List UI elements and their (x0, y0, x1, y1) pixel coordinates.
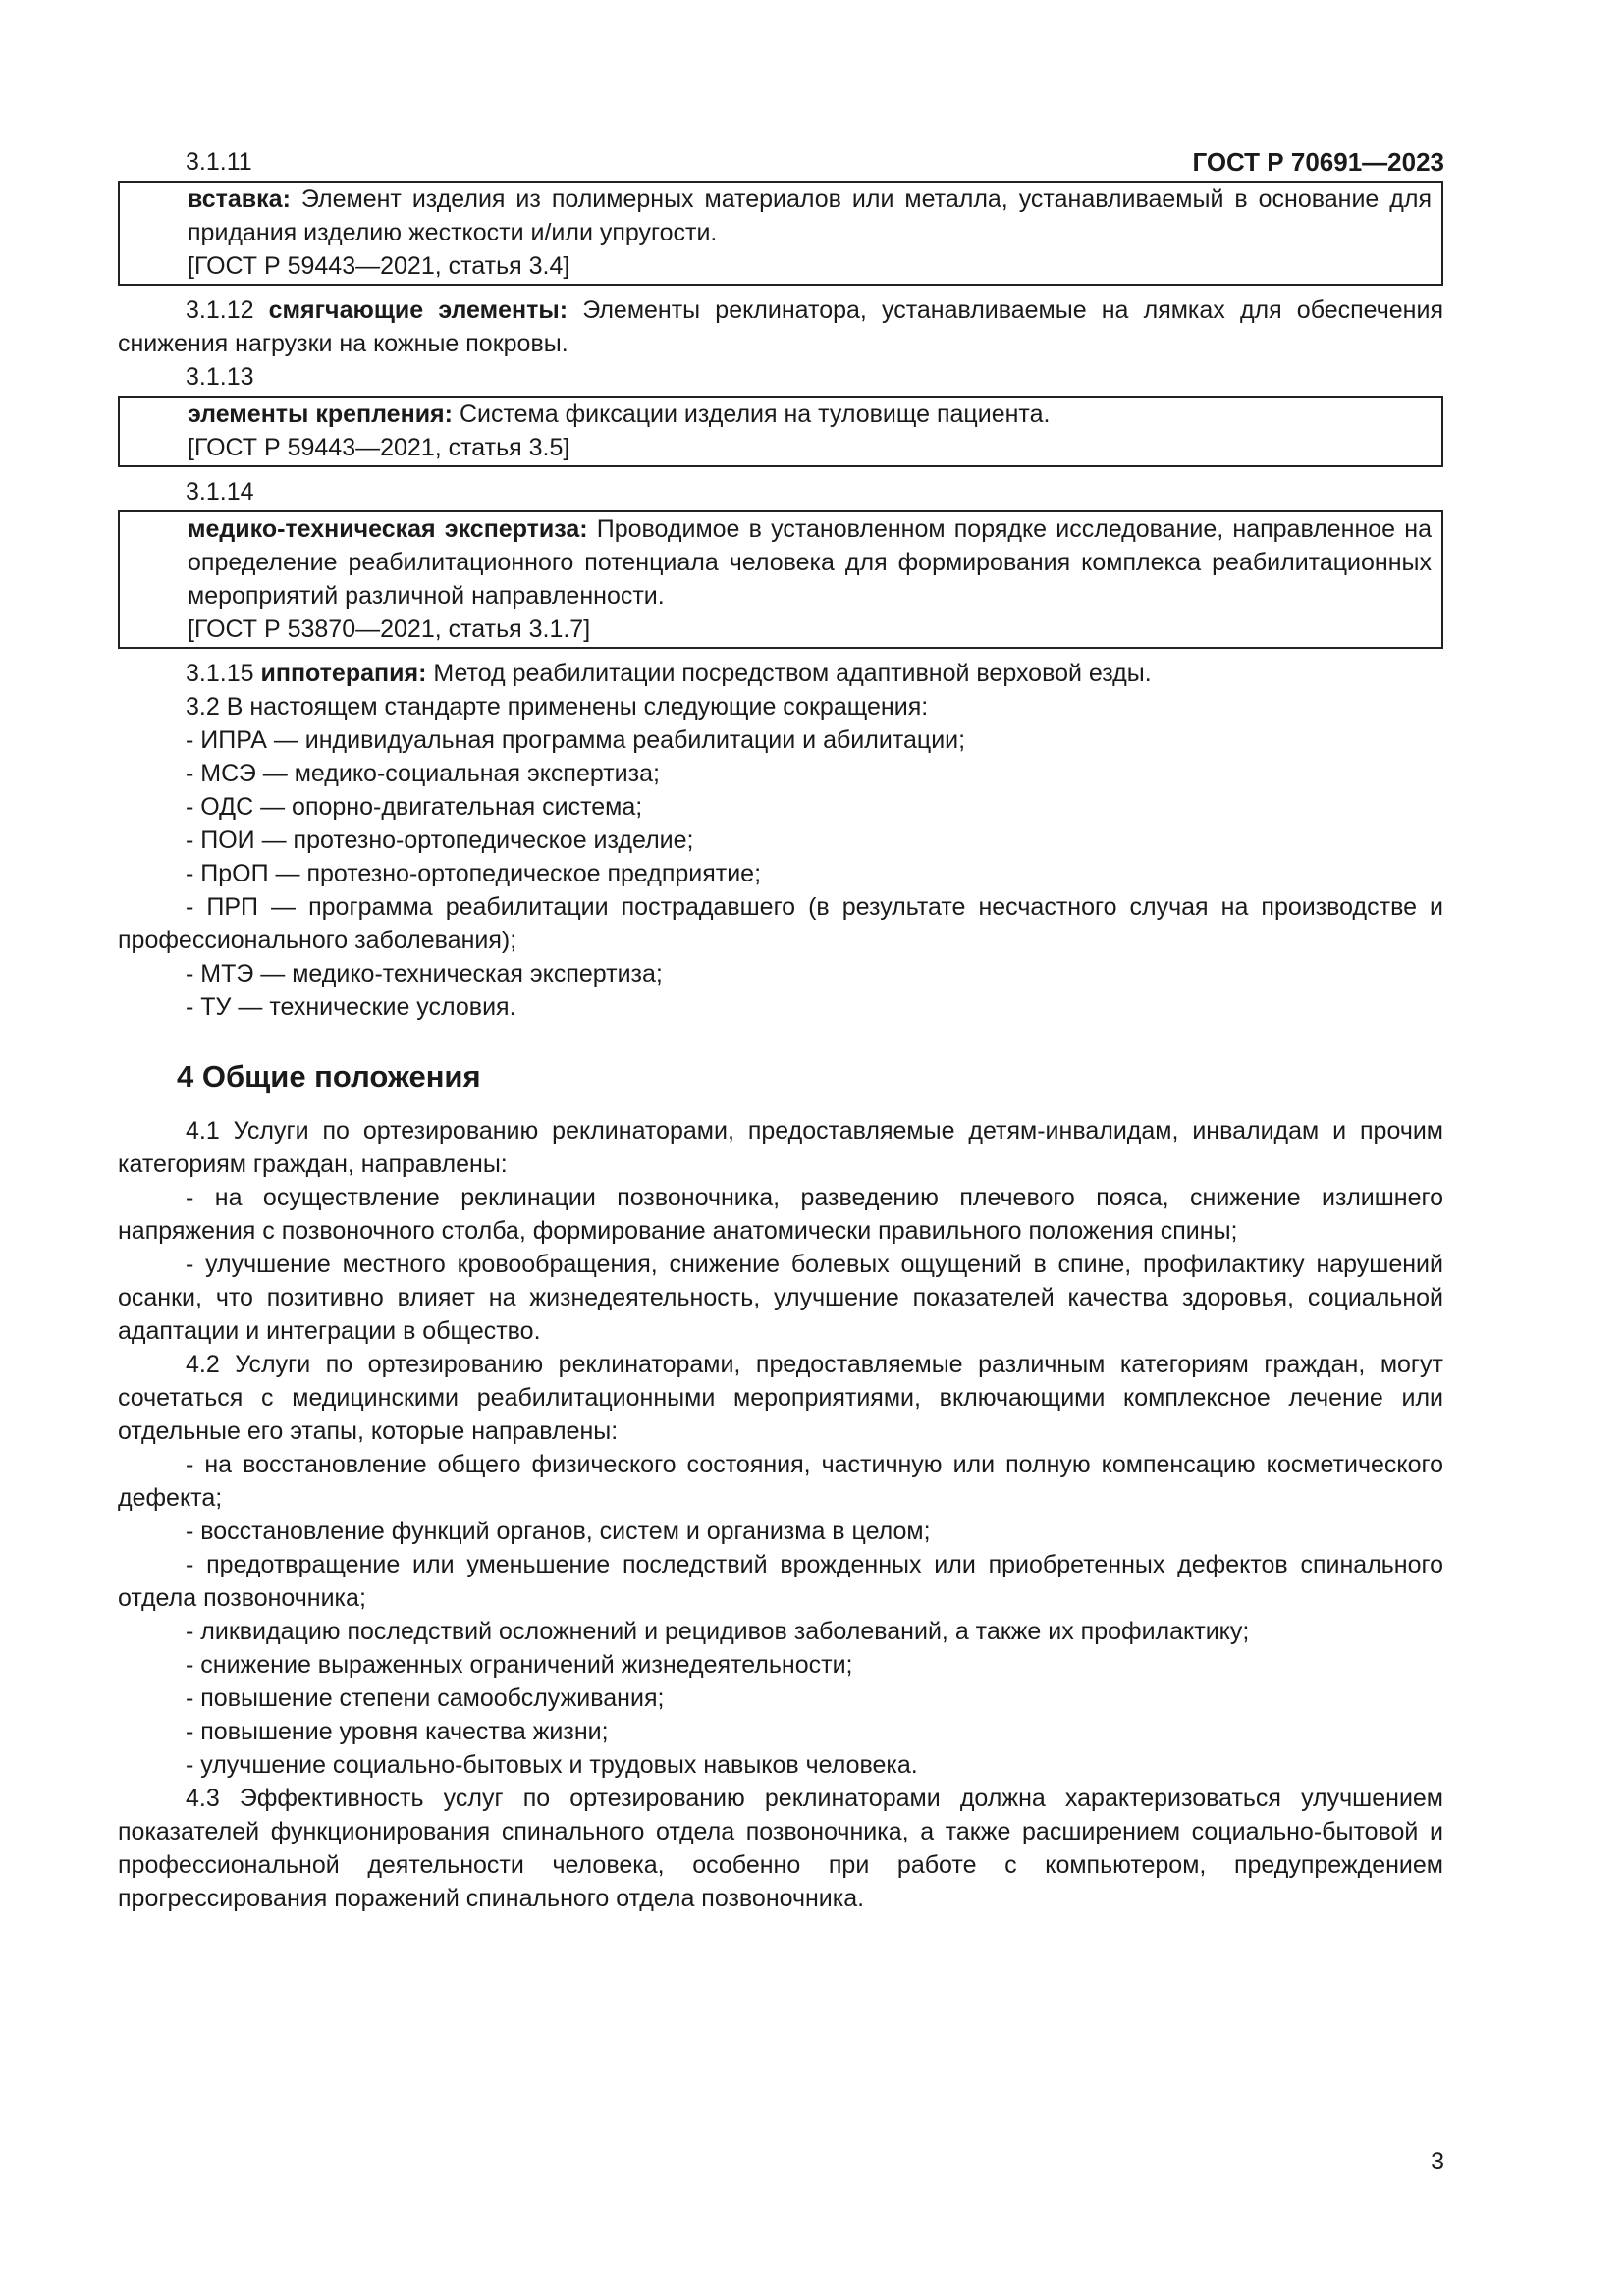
list-item: - улучшение социально-бытовых и трудовых навыков человека. (186, 1751, 918, 1779)
term-entry (188, 512, 1432, 613)
term-name: вставка: (188, 186, 291, 213)
term-entry (188, 183, 1432, 249)
abbreviation-item: - ПОИ — протезно-ортопедическое изделие; (186, 827, 694, 854)
abbreviation-item: - МТЭ — медико-техническая экспертиза; (186, 960, 663, 988)
abbreviation-item: - ПрОП — протезно-ортопедическое предприятие; (186, 860, 762, 887)
term-reference: [ГОСТ Р 53870—2021, статья 3.1.7] (188, 615, 591, 643)
term-box-insert (118, 181, 1443, 286)
term-box-fastening (118, 396, 1443, 467)
list-item: - ликвидацию последствий осложнений и рецидивов заболеваний, а также их профилактику; (186, 1618, 1250, 1645)
paragraph-4-3: 4.3 Эффективность услуг по ортезированию реклинаторами должна характеризоваться улучшением показателей функционирования спинального отдела позвоночника, а также расширением социально-бытовой и профессиональной деятельности человека, особенно при работе с компьютером, предупреждением прогрессирования поражений спинального отдела позвоночника. (118, 1785, 1443, 1912)
abbreviation-item: - ПРП — программа реабилитации пострадавшего (в результате несчастного случая на производстве и профессионального заболевания); (118, 893, 1443, 954)
term-definition: Проводимое в установленном порядке исследование, направленное на определение реабилитационного потенциала человека для формирования комплекса реабилитационных мероприятий различной направленности. (188, 515, 1432, 610)
term-definition: Элемент изделия из полимерных материалов или металла, устанавливаемый в основание для придания изделию жесткости и/или упругости. (188, 186, 1432, 246)
term-reference: [ГОСТ Р 59443—2021, статья 3.4] (188, 252, 570, 280)
abbreviations-intro: 3.2 В настоящем стандарте применены следующие сокращения: (186, 693, 929, 721)
abbreviation-item: - ИПРА — индивидуальная программа реабилитации и абилитации; (186, 726, 966, 754)
page-number: 3 (1431, 2148, 1444, 2175)
term-reference: [ГОСТ Р 59443—2021, статья 3.5] (188, 434, 570, 461)
list-item: - на восстановление общего физического состояния, частичную или полную компенсацию косметического дефекта; (118, 1451, 1443, 1512)
abbreviation-item: - ТУ — технические условия. (186, 993, 516, 1021)
term-name: смягчающие элементы: (268, 296, 568, 324)
term-definition: Элементы реклинатора, устанавливаемые на лямках для обеспечения снижения нагрузки на кожные покровы. (118, 296, 1443, 357)
list-item: - повышение степени самообслуживания; (186, 1684, 665, 1712)
list-item: - предотвращение или уменьшение последствий врожденных или приобретенных дефектов спинального отдела позвоночника; (118, 1551, 1443, 1612)
term-name: элементы крепления: (188, 400, 453, 428)
term-number: 3.1.13 (186, 363, 254, 391)
term-number: 3.1.12 (186, 296, 254, 324)
list-item: - на осуществление реклинации позвоночника, разведению плечевого пояса, снижение излишнего напряжения с позвоночного столба, формирование анатомически правильного положения спины; (118, 1184, 1443, 1245)
term-number: 3.1.14 (186, 478, 254, 506)
term-name: медико-техническая экспертиза: (188, 515, 588, 543)
abbreviation-item: - ОДС — опорно-двигательная система; (186, 793, 643, 821)
list-item: - улучшение местного кровообращения, снижение болевых ощущений в спине, профилактику нарушений осанки, что позитивно влияет на жизнедеятельность, улучшение показателей качества здоровья, социальной адаптации и интеграции в общество. (118, 1251, 1443, 1345)
document-header: ГОСТ Р 70691—2023 (1192, 147, 1444, 177)
term-entry (118, 294, 1443, 360)
list-item: - снижение выраженных ограничений жизнедеятельности; (186, 1651, 853, 1679)
section-heading: 4 Общие положения (177, 1059, 481, 1094)
list-item: - повышение уровня качества жизни; (186, 1718, 609, 1745)
term-box-expertise (118, 510, 1443, 649)
page-content (118, 145, 1443, 1915)
term-entry (118, 657, 1443, 690)
paragraph-4-1: 4.1 Услуги по ортезированию реклинаторами, предоставляемые детям-инвалидам, инвалидам и прочим категориям граждан, направлены: (118, 1117, 1443, 1178)
term-name: иппотерапия: (260, 660, 427, 687)
list-item: - восстановление функций органов, систем и организма в целом; (186, 1518, 931, 1545)
paragraph-4-2: 4.2 Услуги по ортезированию реклинаторами, предоставляемые различным категориям граждан, могут сочетаться с медицинскими реабилитационными мероприятиями, включающими комплексное лечение или отдельные его этапы, которые направлены: (118, 1351, 1443, 1445)
abbreviation-item: - МСЭ — медико-социальная экспертиза; (186, 760, 660, 787)
term-number: 3.1.15 (186, 660, 254, 687)
term-entry (188, 398, 1432, 431)
term-definition: Система фиксации изделия на туловище пациента. (459, 400, 1051, 428)
term-number: 3.1.11 (186, 148, 252, 176)
term-definition: Метод реабилитации посредством адаптивной верховой езды. (433, 660, 1152, 687)
